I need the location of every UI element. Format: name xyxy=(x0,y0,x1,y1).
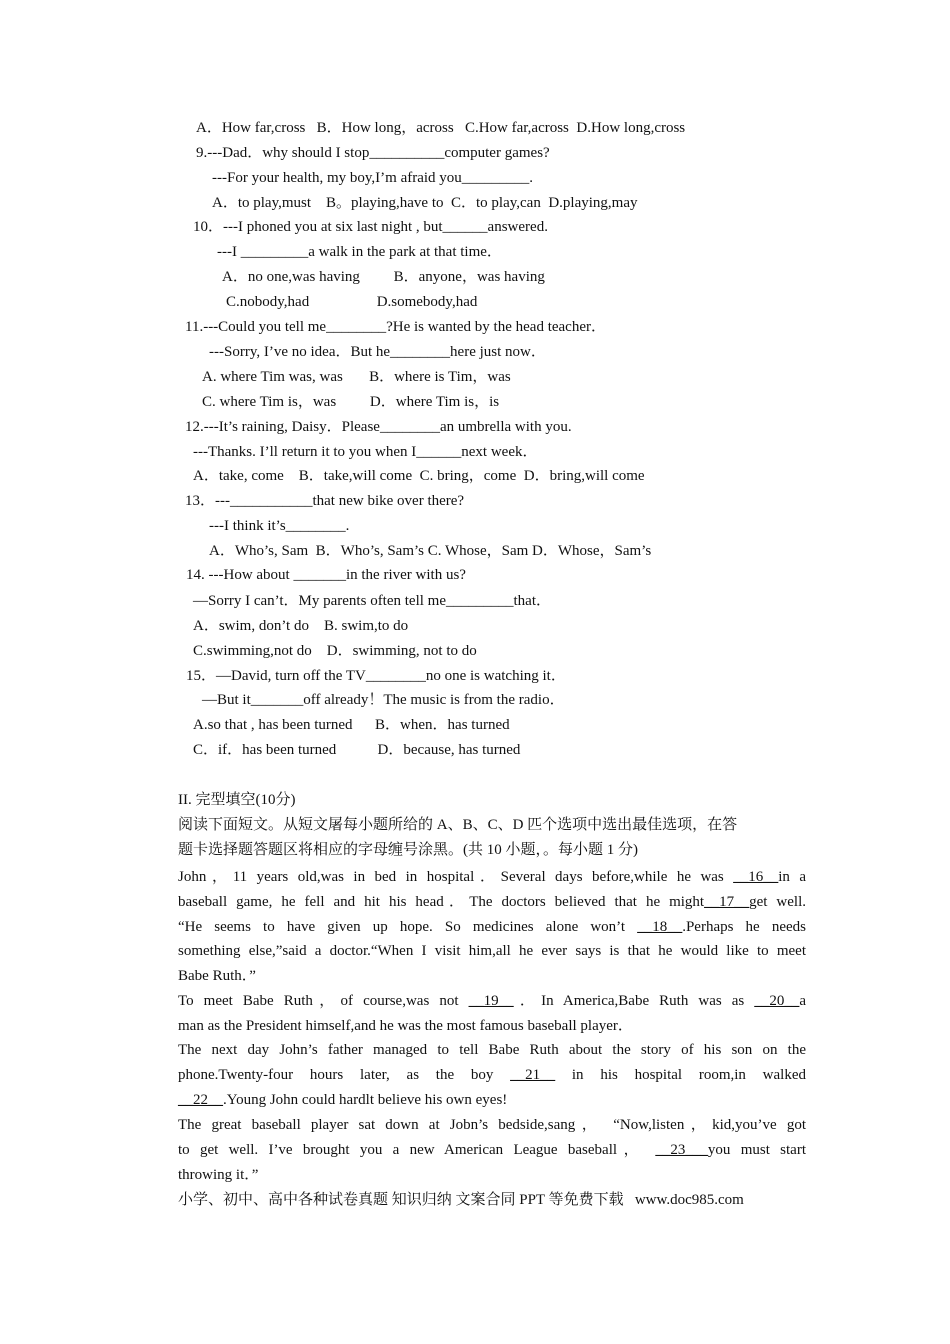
passage-line xyxy=(178,915,806,940)
question-line-q13-options: A．Who’s, Sam B．Who’s, Sam’s C. Whose，Sam D．Whose，Sam’s xyxy=(209,543,652,559)
question-line-q12-reply: ---Thanks. I’ll return it to you when I______next week． xyxy=(193,444,538,460)
passage-text: man as the President himself,and he was the most famous baseball player． xyxy=(178,1017,633,1034)
cloze-blank: __22__ xyxy=(178,1091,223,1108)
passage-text: “He seems to have given up hope. So medicines alone won’t xyxy=(178,918,638,935)
question-line-q9-reply: ---For your health, my boy,I’m afraid you_________. xyxy=(212,170,534,186)
question-line-q12-stem: 12.---It’s raining, Daisy．Please________an umbrella with you. xyxy=(185,419,572,435)
passage-text: in his hospital room,in walked xyxy=(555,1066,806,1083)
passage-line xyxy=(178,939,806,964)
passage-text: John，11 years old,was in bed in hospital．Several days before,while he was xyxy=(178,869,734,885)
question-line-q13-reply: ---I think it’s________. xyxy=(209,518,350,534)
section-heading: II. 完型填空(10分) xyxy=(178,792,296,808)
passage-text: something else,”said a doctor.“When I visit him,all he ever says is that he would like to meet xyxy=(178,943,806,960)
passage-text: throwing it．” xyxy=(178,1166,259,1183)
passage-line xyxy=(178,1088,806,1113)
question-line-q14-stem: 14. ---How about _______in the river with us? xyxy=(186,567,466,583)
passage-text: ．In America,Babe Ruth was as xyxy=(513,993,755,1009)
question-line-q11-opt-ab: A. where Tim was, was B．where is Tim，was xyxy=(202,369,511,385)
question-line-q9-options: A．to play,must B。playing,have to C．to play,can D.playing,may xyxy=(212,195,638,211)
footer-advertisement: 小学、初中、高中各种试卷真题 知识归纳 文案合同 PPT 等免费下载 www.doc985.com xyxy=(178,1192,744,1208)
section-instruction-line-1: 阅读下面短文。从短文屠每小题所给的 A、B、C、D 匹个选项中选出最佳选项，在答 xyxy=(178,817,738,833)
passage-paragraph-p2 xyxy=(178,989,806,1039)
passage-paragraph-p1 xyxy=(178,865,806,989)
question-line-q13-stem: 13．---___________that new bike over there? xyxy=(185,493,465,509)
question-line-q15-stem: 15．—David, turn off the TV________no one is watching it． xyxy=(186,668,566,684)
cloze-blank: __18__ xyxy=(637,918,683,935)
passage-text: a xyxy=(799,993,806,1009)
passage-line xyxy=(178,964,806,989)
passage-line xyxy=(178,865,806,890)
question-line-q11-stem: 11.---Could you tell me________?He is wanted by the head teacher． xyxy=(185,319,606,335)
passage-text: Babe Ruth．” xyxy=(178,968,256,985)
passage-line xyxy=(178,989,806,1014)
passage-line xyxy=(178,1138,806,1163)
passage-line xyxy=(178,1113,806,1138)
question-line-q14-opt-cd: C.swimming,not do D．swimming, not to do xyxy=(193,643,477,659)
passage-paragraph-p4 xyxy=(178,1113,806,1187)
passage-text: .Perhaps he needs xyxy=(682,918,806,935)
question-line-q15-opt-cd: C．if．has been turned D．because, has turned xyxy=(193,742,521,758)
passage-paragraph-p3 xyxy=(178,1038,806,1112)
passage-line xyxy=(178,1163,806,1188)
passage-line xyxy=(178,1014,806,1039)
cloze-blank: __19__ xyxy=(468,993,514,1009)
question-line-q15-opt-ab: A.so that , has been turned B．when．has turned xyxy=(193,717,510,733)
question-line-q10-stem: 10．---I phoned you at six last night , but______answered. xyxy=(193,219,548,235)
section-instruction-line-2: 题卡选择题答题区将相应的字母缠号涂黑。(共 10 小题，。每小题 1 分) xyxy=(178,842,638,858)
cloze-blank: __17__ xyxy=(704,893,750,910)
question-line-q11-opt-cd: C. where Tim is，was D．where Tim is，is xyxy=(202,394,500,410)
passage-text: get well. xyxy=(749,893,806,910)
question-line-q10-opt-ab: A．no one,was having B．anyone，was having xyxy=(222,269,545,285)
passage-line xyxy=(178,890,806,915)
passage-text: phone.Twenty-four hours later, as the boy xyxy=(178,1066,511,1083)
passage-text: To meet Babe Ruth，of course,was not xyxy=(178,993,469,1009)
passage-text: The next day John’s father managed to tell Babe Ruth about the story of his son on the xyxy=(178,1042,806,1058)
question-line-q9-stem: 9.---Dad．why should I stop__________computer games? xyxy=(196,145,550,161)
question-line-q15-reply: —But it_______off already！The music is from the radio． xyxy=(202,692,565,708)
passage-line xyxy=(178,1038,806,1063)
cloze-blank: __23___ xyxy=(655,1141,708,1158)
passage-text: in a xyxy=(778,869,806,885)
passage-text: baseball game, he fell and hit his head．The doctors believed that he might xyxy=(178,893,705,910)
question-line-q11-reply: ---Sorry, I’ve no idea．But he________here just now． xyxy=(209,344,546,360)
question-line-q14-reply: —Sorry I can’t．My parents often tell me_________that． xyxy=(193,593,551,609)
question-line-q8-options: A．How far,cross B．How long，across C.How far,across D.How long,cross xyxy=(196,120,686,136)
question-line-q12-options: A．take, come B．take,will come C. bring，come D．bring,will come xyxy=(193,468,645,484)
passage-text: to get well. I’ve brought you a new American League baseball， xyxy=(178,1141,656,1158)
passage-line xyxy=(178,1063,806,1088)
passage-text: you must start xyxy=(707,1141,807,1158)
passage-text: .Young John could hardlt believe his own eyes! xyxy=(223,1091,508,1108)
passage-text: The great baseball player sat down at Jobn’s bedside,sang， “Now,listen，kid,you’ve got xyxy=(178,1117,806,1133)
cloze-blank: __21__ xyxy=(510,1066,556,1083)
question-line-q10-reply: ---I _________a walk in the park at that time． xyxy=(217,244,502,260)
cloze-blank: __16__ xyxy=(733,869,779,885)
cloze-blank: __20__ xyxy=(754,993,800,1009)
question-line-q10-opt-cd: C.nobody,had D.somebody,had xyxy=(226,294,478,310)
question-line-q14-opt-ab: A．swim, don’t do B. swim,to do xyxy=(193,618,409,634)
